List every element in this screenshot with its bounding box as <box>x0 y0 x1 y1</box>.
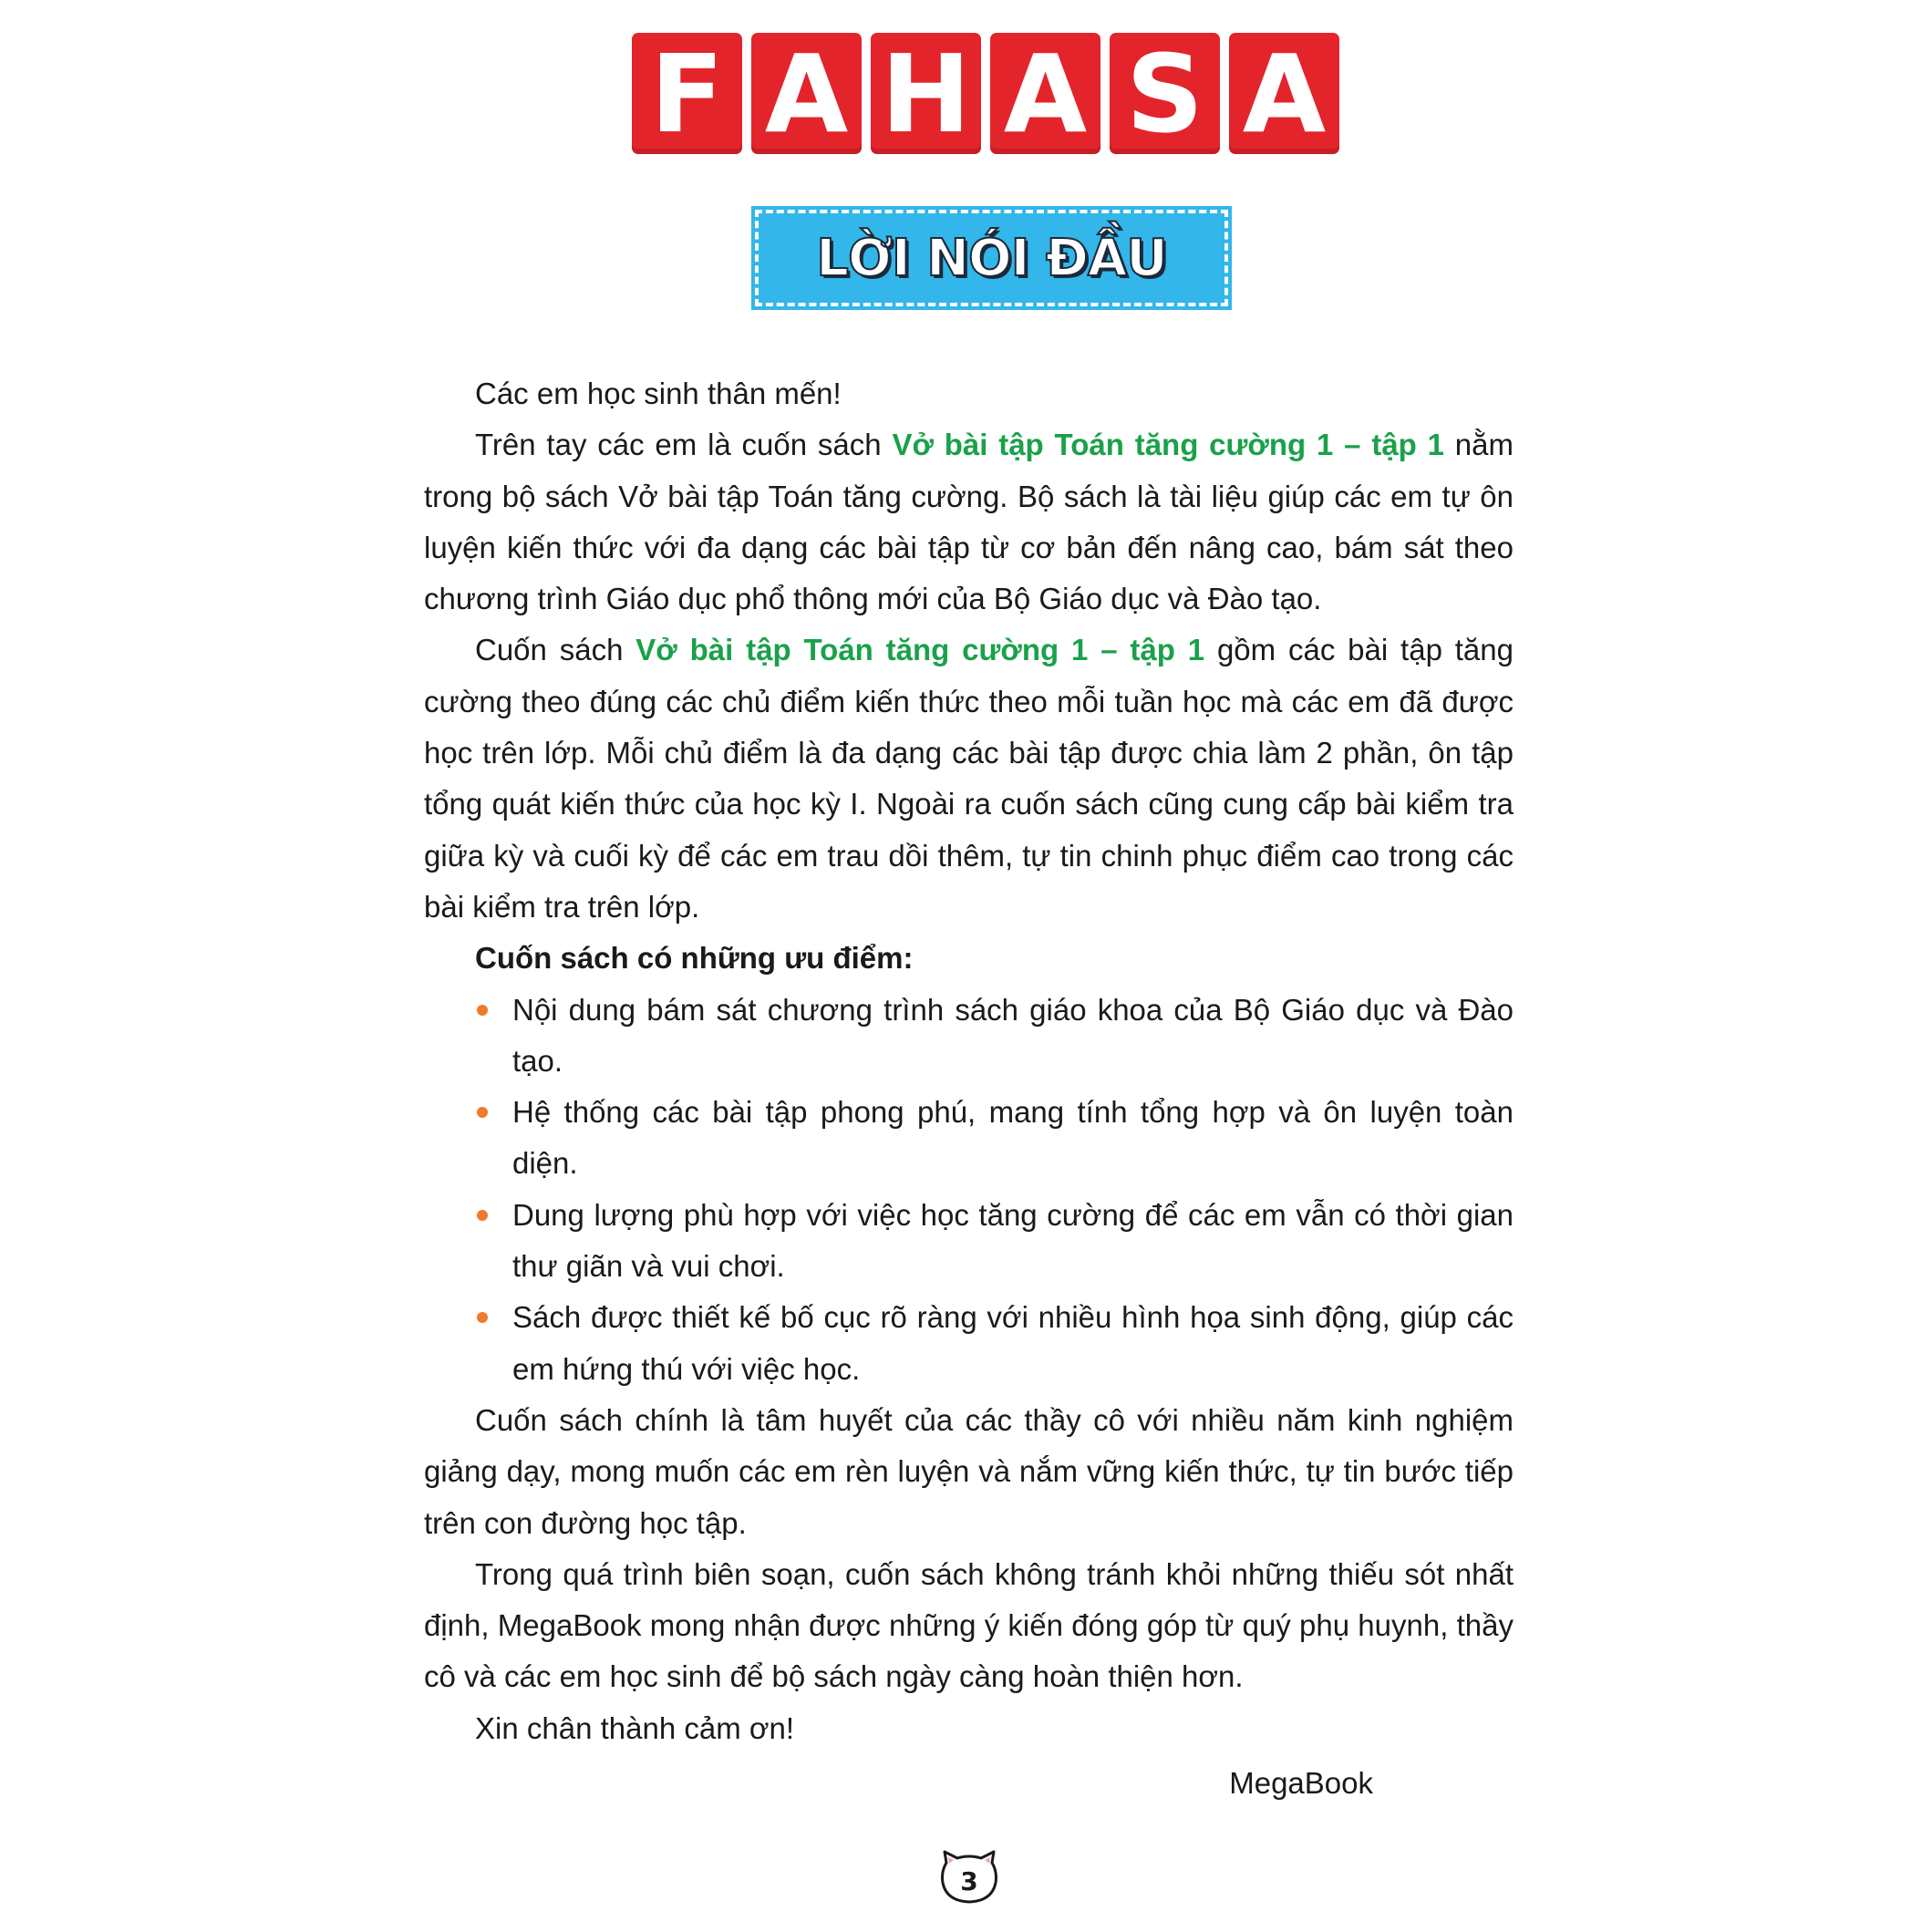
paragraph-text: Cuốn sách <box>475 633 636 667</box>
book-title: Vở bài tập Toán tăng cường 1 – tập 1 <box>635 633 1205 667</box>
paragraph-text: Trên tay các em là cuốn sách <box>475 428 893 462</box>
paragraph-text: nằm trong bộ sách Vở bài tập Toán tăng cường. Bộ sách là tài liệu giúp các em tự ôn luyện kiến thức với đa dạng các bài tập từ cơ bản đến nâng cao, bám sát theo chương trình Giáo dục phổ thông mới của Bộ Giáo dục và Đào tạo. <box>424 428 1514 616</box>
list-item-text: Hệ thống các bài tập phong phú, mang tính tổng hợp và ôn luyện toàn diện. <box>512 1095 1514 1181</box>
list-item-text: Nội dung bám sát chương trình sách giáo khoa của Bộ Giáo dục và Đào tạo. <box>512 992 1514 1078</box>
thanks-line: Xin chân thành cảm ơn! <box>475 1710 795 1745</box>
list-item <box>512 1190 1514 1293</box>
bullet-icon <box>477 1005 488 1016</box>
book-title: Vở bài tập Toán tăng cường 1 – tập 1 <box>892 428 1444 462</box>
logo-letter: A <box>1003 30 1088 157</box>
page-number-badge <box>939 1850 999 1905</box>
paragraph-intro <box>424 419 1514 625</box>
preface-banner <box>755 210 1228 306</box>
list-item <box>512 1087 1514 1190</box>
paragraph-content <box>424 625 1514 933</box>
logo-letter: A <box>764 30 849 157</box>
advantages-list <box>424 985 1514 1395</box>
logo-tile <box>632 30 742 157</box>
greeting: Các em học sinh thân mến! <box>475 377 842 410</box>
page-title: LỜI NÓI ĐẦU <box>816 228 1167 288</box>
fahasa-logo <box>632 30 1339 157</box>
list-item-text: Sách được thiết kế bố cục rõ ràng với nhiều hình họa sinh động, giúp các em hứng thú với việc học. <box>512 1300 1514 1386</box>
logo-letter: F <box>650 30 724 157</box>
bullet-icon <box>477 1107 488 1118</box>
paragraph-feedback: Trong quá trình biên soạn, cuốn sách không tránh khỏi những thiếu sót nhất định, MegaBook mong nhận được những ý kiến đóng góp từ quý phụ huynh, thầy cô và các em học sinh để bộ sách ngày càng hoàn thiện hơn. <box>424 1556 1514 1694</box>
logo-tile <box>871 30 981 157</box>
paragraph-text: gồm các bài tập tăng cường theo đúng các chủ điểm kiến thức theo mỗi tuần học mà các em đã được học trên lớp. Mỗi chủ điểm là đa dạng các bài tập được chia làm 2 phần, ôn tập tổng quát kiến thức của học kỳ I. Ngoài ra cuốn sách cũng cung cấp bài kiểm tra giữa kỳ và cuối kỳ để các em trau dồi thêm, tự tin chinh phục điểm cao trong các bài kiểm tra trên lớp. <box>424 633 1514 924</box>
list-item <box>512 985 1514 1088</box>
signature: MegaBook <box>1229 1766 1373 1801</box>
list-item-text: Dung lượng phù hợp với việc học tăng cường để các em vẫn có thời gian thư giãn và vui chơi. <box>512 1197 1514 1284</box>
list-item <box>512 1292 1514 1395</box>
logo-letter: S <box>1126 30 1204 157</box>
bullet-icon <box>477 1210 488 1221</box>
logo-tile <box>1110 30 1220 157</box>
paragraph-dedication: Cuốn sách chính là tâm huyết của các thầy cô với nhiều năm kinh nghiệm giảng dạy, mong muốn các em rèn luyện và nắm vững kiến thức, tự tin bước tiếp trên con đường học tập. <box>424 1402 1514 1540</box>
logo-tile <box>751 30 862 157</box>
page-number: 3 <box>960 1866 978 1896</box>
logo-tile <box>1229 30 1339 157</box>
logo-letter: H <box>881 30 971 157</box>
bullet-icon <box>477 1312 488 1323</box>
logo-letter: A <box>1242 30 1327 157</box>
logo-tile <box>990 30 1100 157</box>
advantages-heading: Cuốn sách có những ưu điểm: <box>475 941 914 976</box>
preface-content <box>424 368 1514 1809</box>
